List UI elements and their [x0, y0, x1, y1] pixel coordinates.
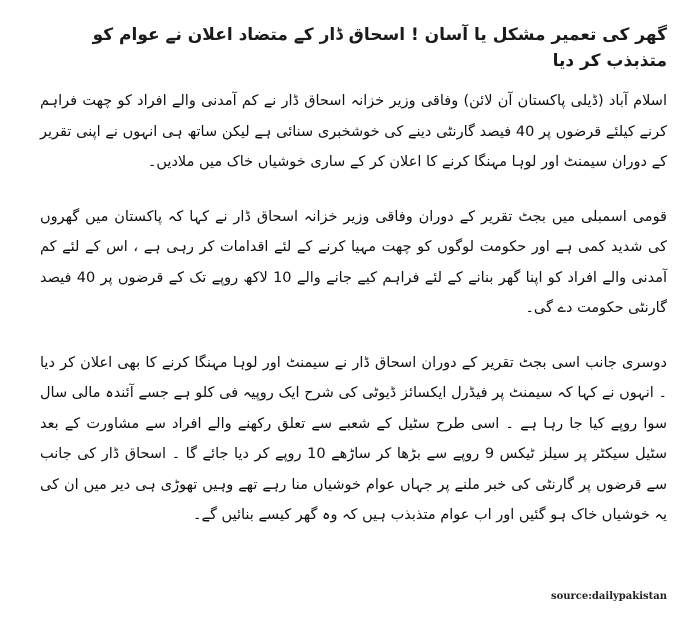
source-credit: source:dailypakistan: [550, 591, 667, 602]
article-headline: گھر کی تعمیر مشکل یا آسان ! اسحاق ڈار کے متضاد اعلان نے عوام کو متذبذب کر دیا: [92, 25, 667, 71]
article-paragraph-3: دوسری جانب اسی بجٹ تقریر کے دوران اسحاق ڈار نے سیمنٹ اور لوہا مہنگا کرنے کا بھی اعلان کر دیا ۔ انہوں نے کہا کہ سیمنٹ پر فیڈرل ایکسائز ڈیوٹی کی شرح ایک روپیہ فی کلو ہے جسے آئندہ مالی سال سوا روپے کیا جا رہا ہے ۔ اسی طرح سٹیل کے شعبے سے تعلق رکھنے والے افراد سے مشاورت کے بعد سٹیل سیکٹر پر سیلز ٹیکس 9 روپے سے بڑھا کر ساڑھے 10 روپے کر دیا جائے گا ۔ اسحاق ڈار کی جانب سے قرضوں پر گارنٹی کی خبر ملنے پر جہاں عوام خوشیاں منا رہے تھے وہیں تھوڑی ہی دیر میں ان کی یہ خوشیاں خاک ہو گئیں اور اب عوام متذبذب ہیں کہ وہ گھر کیسے بنائیں گے۔: [40, 354, 667, 523]
article-paragraph-2: قومی اسمبلی میں بجٹ تقریر کے دوران وفاقی وزیر خزانہ اسحاق ڈار نے کہا کہ پاکستان میں گھروں کی شدید کمی ہے اور حکومت لوگوں کو چھت مہیا کرنے کے لئے اقدامات کر رہی ہے ، اس کے لئے کم آمدنی والے افراد کو اپنا گھر بنانے کے لئے فراہم کیے جانے والے 10 لاکھ روپے تک کے قرضوں پر 40 فیصد گارنٹی حکومت دے گی۔: [40, 208, 668, 316]
article-paragraph-1: اسلام آباد (ڈیلی پاکستان آن لائن) وفاقی وزیر خزانہ اسحاق ڈار نے کم آمدنی والے افراد کو چھت فراہم کرنے کیلئے قرضوں پر 40 فیصد گارنٹی دینے کی خوشخبری سنائی ہے لیکن ساتھ ہی انہوں نے اپنی تقریر کے دوران سیمنٹ اور لوہا مہنگا کرنے کا اعلان کر کے ساری خوشیاں خاک میں ملادیں۔: [40, 93, 667, 170]
